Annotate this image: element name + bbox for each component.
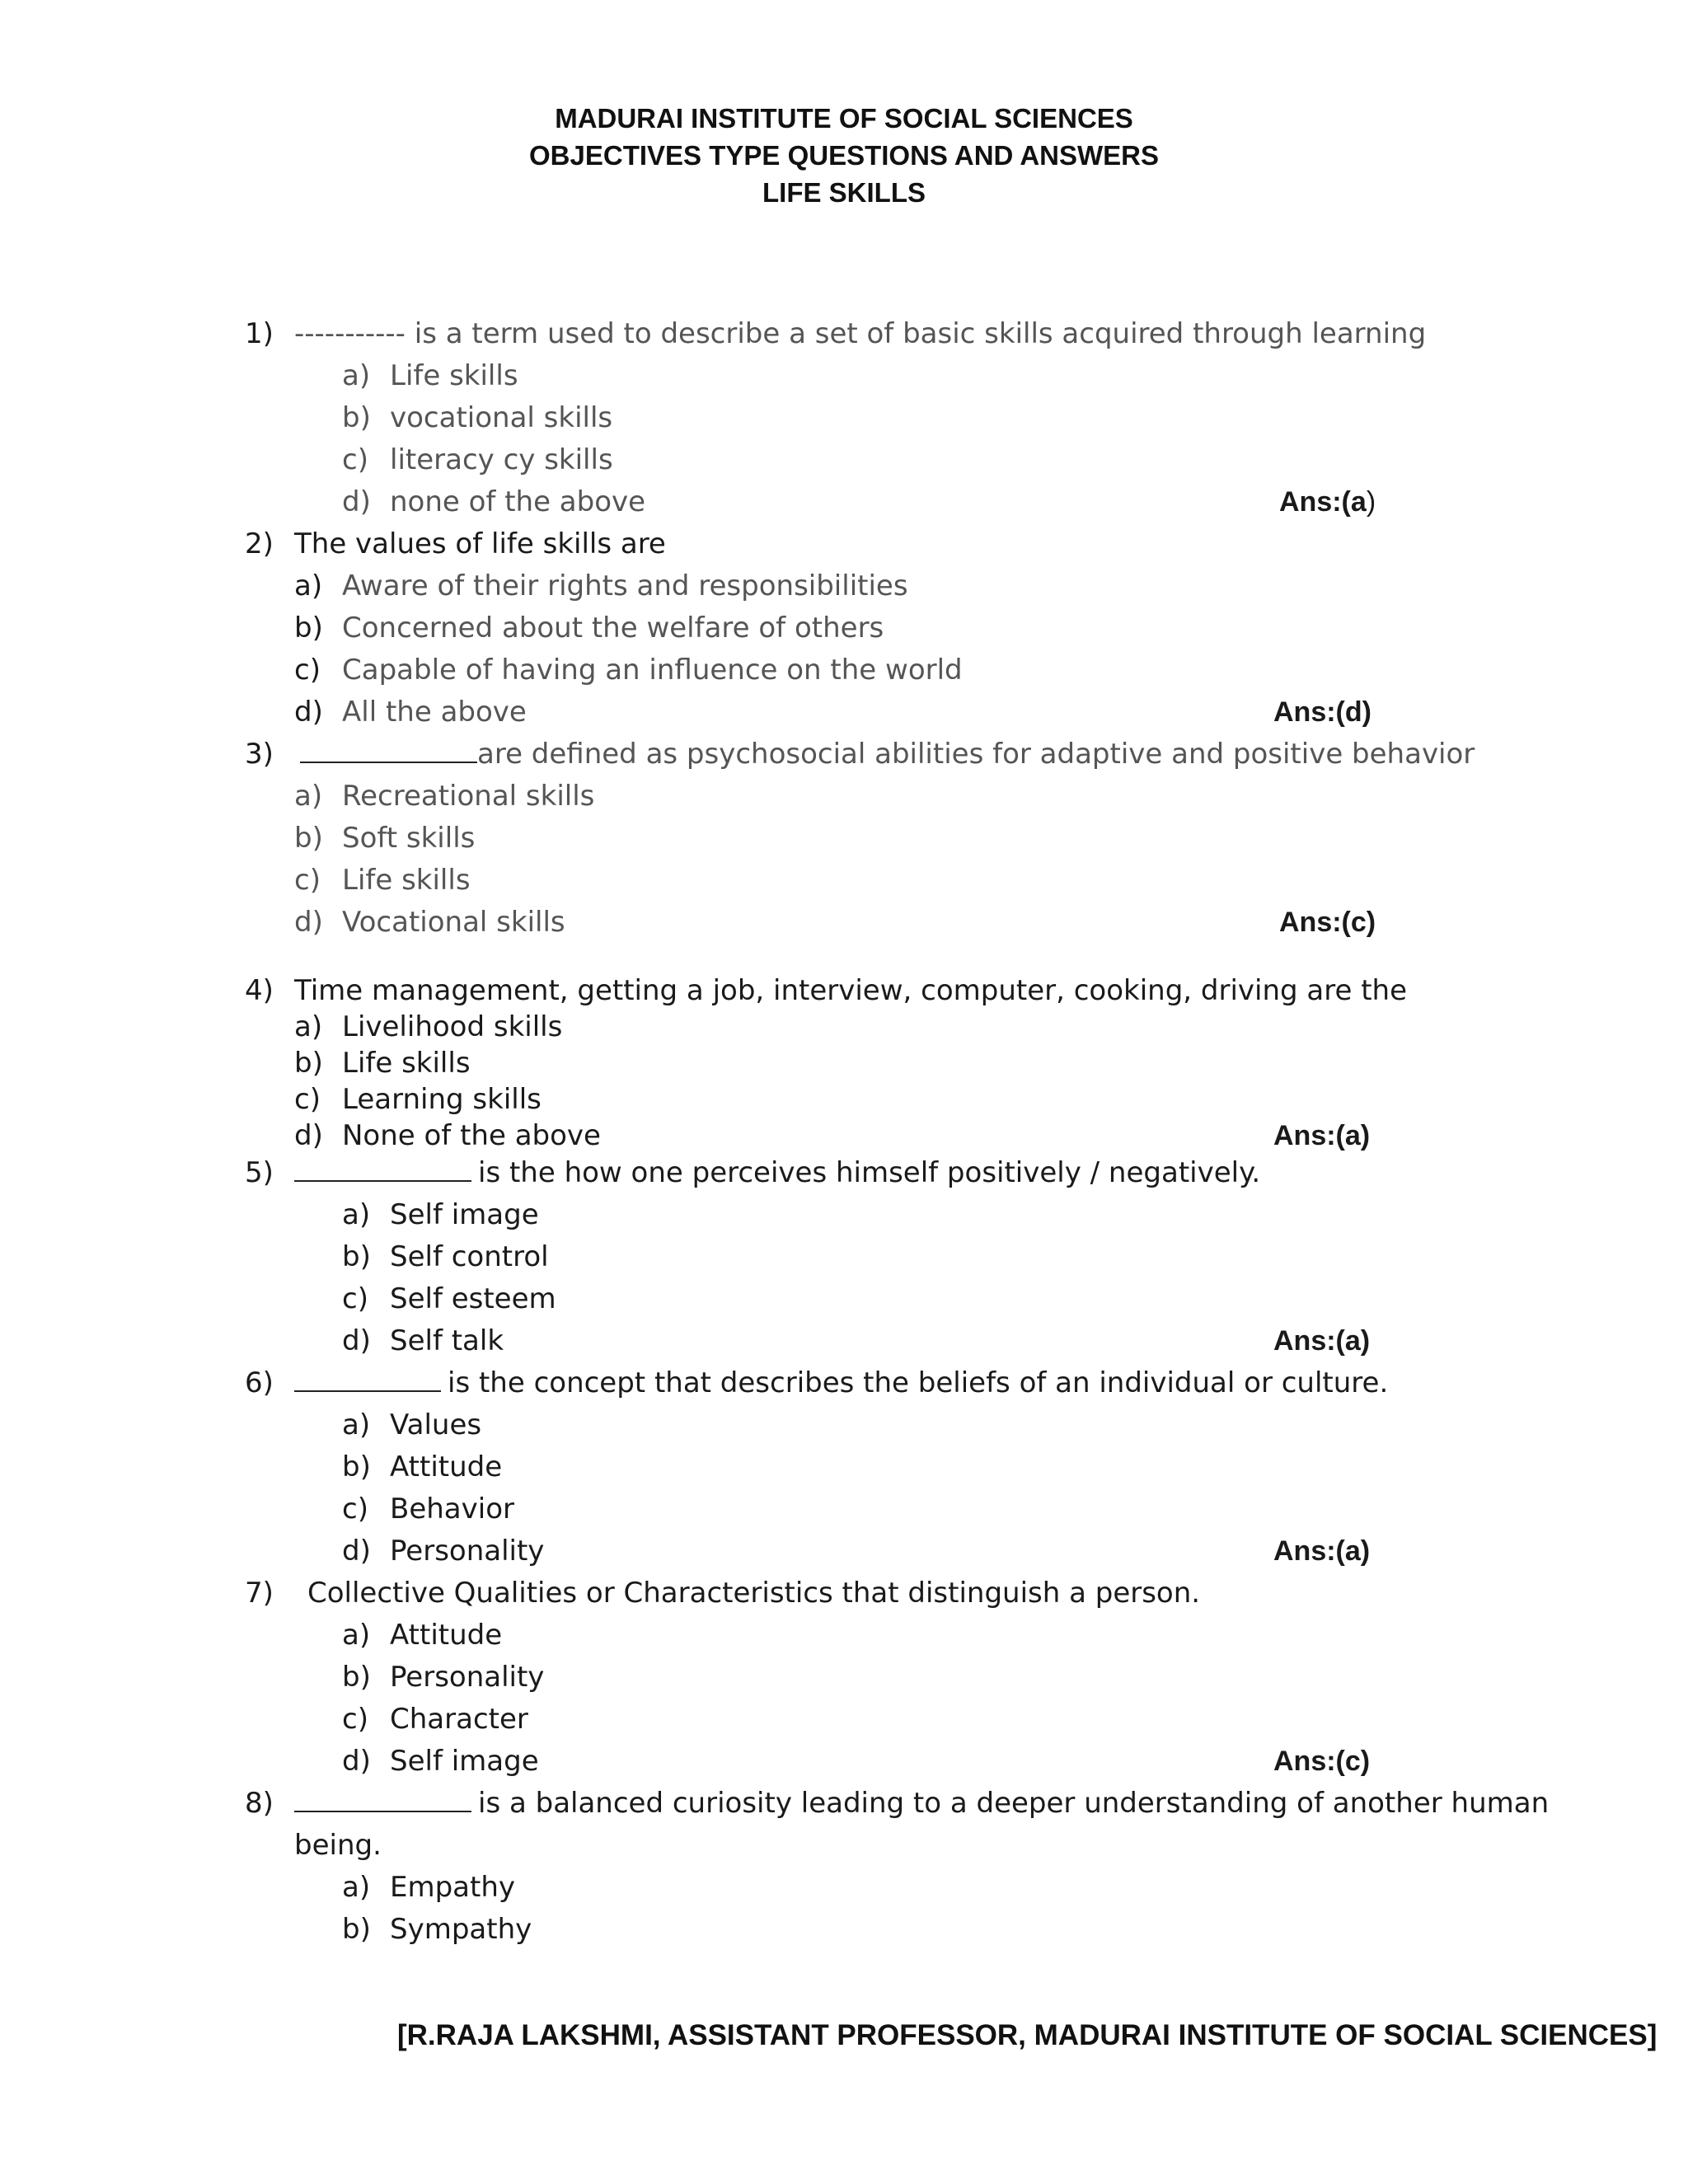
question-number: 3) — [245, 738, 274, 771]
answer-label: Ans:(d) — [1273, 696, 1372, 728]
answer-label: Ans:(a) — [1273, 1325, 1371, 1357]
fill-in-blank — [294, 1811, 471, 1812]
question-number: 4) — [245, 974, 274, 1007]
answer-label: Ans:(a) — [1273, 1120, 1371, 1151]
question-text: Collective Qualities or Characteristics that distinguish a person. — [307, 1577, 1201, 1610]
question-text: The values of life skills are — [294, 527, 666, 560]
fill-in-blank — [294, 1180, 471, 1182]
question-number: 6) — [245, 1366, 274, 1399]
page-subtitle: OBJECTIVES TYPE QUESTIONS AND ANSWERS — [529, 140, 1159, 171]
question-text: are defined as psychosocial abilities for adaptive and positive behavior — [477, 738, 1475, 771]
question-number: 1) — [245, 317, 274, 350]
fill-in-blank — [300, 762, 477, 763]
answer-label: Ans:(c) — [1279, 907, 1376, 938]
answer-label: Ans:(a) — [1273, 1535, 1371, 1567]
page-title: MADURAI INSTITUTE OF SOCIAL SCIENCES — [555, 103, 1133, 134]
question-text: is the concept that describes the beliefs of an individual or culture. — [448, 1366, 1389, 1399]
question-number: 5) — [245, 1156, 274, 1189]
question-continuation: being. — [294, 1829, 382, 1862]
page-subject: LIFE SKILLS — [762, 177, 926, 208]
footer-credit: [R.RAJA LAKSHMI, ASSISTANT PROFESSOR, MADURAI INSTITUTE OF SOCIAL SCIENCES] — [397, 2019, 1658, 2051]
question-number: 2) — [245, 527, 274, 560]
question-text: is a balanced curiosity leading to a deeper understanding of another human — [478, 1787, 1550, 1820]
answer-label: Ans:(c) — [1273, 1746, 1371, 1777]
question-text: is a term used to describe a set of basic skills acquired through learning — [405, 317, 1427, 350]
question-text: is the how one perceives himself positively / negatively. — [478, 1156, 1261, 1189]
question-number: 7) — [245, 1577, 274, 1610]
answer-label: Ans:(a) — [1279, 486, 1376, 518]
fill-in-blank — [294, 1390, 441, 1392]
question-text: Time management, getting a job, interview, computer, cooking, driving are the — [294, 974, 1408, 1007]
question-number: 8) — [245, 1787, 274, 1820]
question-prefix: ----------- — [294, 317, 406, 350]
